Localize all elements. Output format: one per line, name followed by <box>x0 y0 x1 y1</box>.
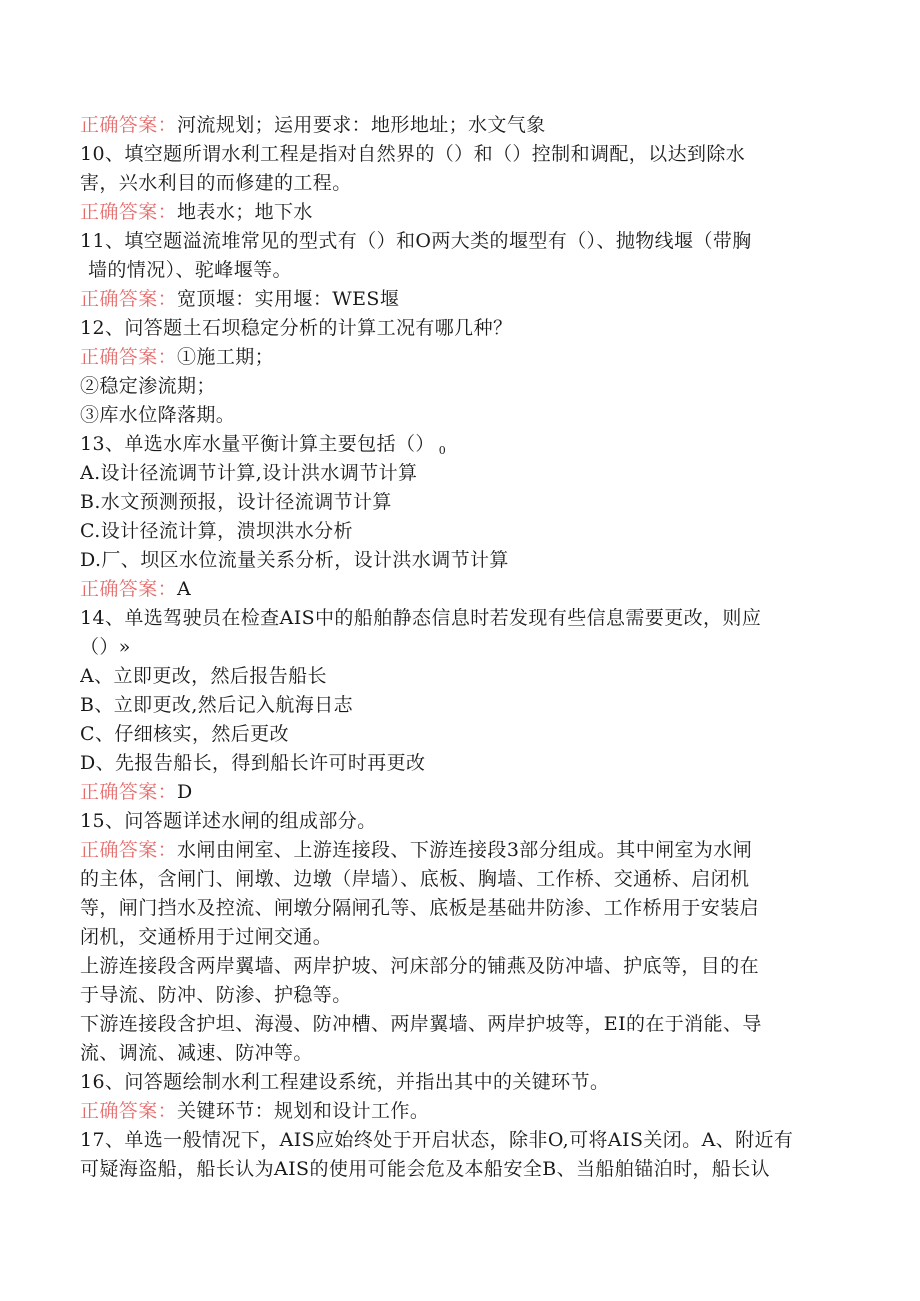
answer-text: A <box>177 578 192 600</box>
answer-text: 地表水；地下水 <box>177 201 313 223</box>
answer-continuation: 等，闸门挡水及控流、闸墩分隔闸孔等、底板是基础井防渗、工作桥用于安装启 <box>80 897 760 919</box>
answer-label: 正确答案： <box>80 781 178 803</box>
answer-continuation: 于导流、防冲、防渗、护稳等。 <box>80 984 352 1006</box>
question-13-text: 13、单选水库水量平衡计算主要包括（） <box>80 433 435 455</box>
answer-line <box>80 285 832 314</box>
option-d: D、先报告船长，得到船长许可时再更改 <box>80 752 426 774</box>
answer-line <box>80 778 832 807</box>
answer-label: 正确答案： <box>80 346 178 368</box>
answer-text: 关键环节：规划和设计工作。 <box>177 1100 430 1122</box>
answer-line <box>80 198 832 227</box>
answer-text: 宽顶堰：实用堰：WES堰 <box>177 288 400 310</box>
answer-label: 正确答案： <box>80 288 178 310</box>
answer-text: 河流规划；运用要求：地形地址；水文气象 <box>177 114 546 136</box>
question-13-suffix: 0 <box>438 444 447 457</box>
answer-continuation: 下游连接段含护坦、海漫、防冲槽、两岸翼墙、两岸护坡等，EI的在于消能、导 <box>80 1013 762 1035</box>
question-17-line-2: 可疑海盗船，船长认为AIS的使用可能会危及本船安全B、当船舶锚泊时，船长认 <box>80 1158 771 1180</box>
answer-label: 正确答案： <box>80 114 178 136</box>
option-c: C、仔细核实，然后更改 <box>80 723 289 745</box>
option-a: A.设计径流调节计算,设计洪水调节计算 <box>80 462 418 484</box>
answer-continuation: 闭机，交通桥用于过闸交通。 <box>80 926 333 948</box>
answer-line <box>80 575 832 604</box>
question-16-line-1: 16、问答题绘制水利工程建设系统，并指出其中的关键环节。 <box>80 1071 610 1093</box>
question-11-line-2: 墙的情况）、驼峰堰等。 <box>88 259 292 281</box>
answer-text: ①施工期； <box>177 346 275 368</box>
question-10-line-1: 10、填空题所谓水利工程是指对自然界的（）和（）控制和调配，以达到除水 <box>80 143 746 165</box>
option-c: C.设计径流计算，溃坝洪水分析 <box>80 520 353 542</box>
answer-text: D <box>177 781 193 803</box>
document-page <box>80 111 832 1184</box>
question-11-line-1: 11、填空题溢流堆常见的型式有（）和O两大类的堰型有（）、抛物线堰（带胸 <box>80 230 752 252</box>
answer-label: 正确答案： <box>80 578 178 600</box>
question-12-line-1: 12、问答题土石坝稳定分析的计算工况有哪几种？ <box>80 317 513 339</box>
option-b: B.水文预测预报，设计径流调节计算 <box>80 491 392 513</box>
answer-label: 正确答案： <box>80 1100 178 1122</box>
answer-continuation: ②稳定渗流期； <box>80 375 216 397</box>
answer-continuation: ③库水位降落期。 <box>80 404 236 426</box>
answer-line <box>80 1097 832 1126</box>
answer-line <box>80 836 832 865</box>
answer-line <box>80 111 832 140</box>
option-a: A、立即更改，然后报告船长 <box>80 665 327 687</box>
question-15-line-1: 15、问答题详述水闸的组成部分。 <box>80 810 377 832</box>
answer-continuation: 的主体，含闸门、闸墩、边墩（岸墙）、底板、胸墙、工作桥、交通桥、启闭机 <box>80 868 750 890</box>
answer-label: 正确答案： <box>80 201 178 223</box>
question-14-line-1: 14、单选驾驶员在检查AIS中的船舶静态信息时若发现有些信息需要更改，则应 <box>80 607 762 629</box>
answer-continuation: 流、调流、减速、防冲等。 <box>80 1042 313 1064</box>
answer-continuation: 上游连接段含两岸翼墙、两岸护坡、河床部分的铺燕及防冲墙、护底等，目的在 <box>80 955 760 977</box>
answer-text: 水闸由闸室、上游连接段、下游连接段3部分组成。其中闸室为水闸 <box>177 839 753 861</box>
option-d: D.厂、坝区水位流量关系分析，设计洪水调节计算 <box>80 549 509 571</box>
question-13-line-1 <box>80 430 832 459</box>
question-17-line-1: 17、单选一般情况下，AIS应始终处于开启状态，除非O,可将AIS关闭。A、附近有 <box>80 1129 794 1151</box>
option-b: B、立即更改,然后记入航海日志 <box>80 694 354 716</box>
answer-line <box>80 343 832 372</box>
question-14-line-2: （）» <box>80 636 131 658</box>
answer-label: 正确答案： <box>80 839 178 861</box>
question-10-line-2: 害，兴水利目的而修建的工程。 <box>80 172 352 194</box>
